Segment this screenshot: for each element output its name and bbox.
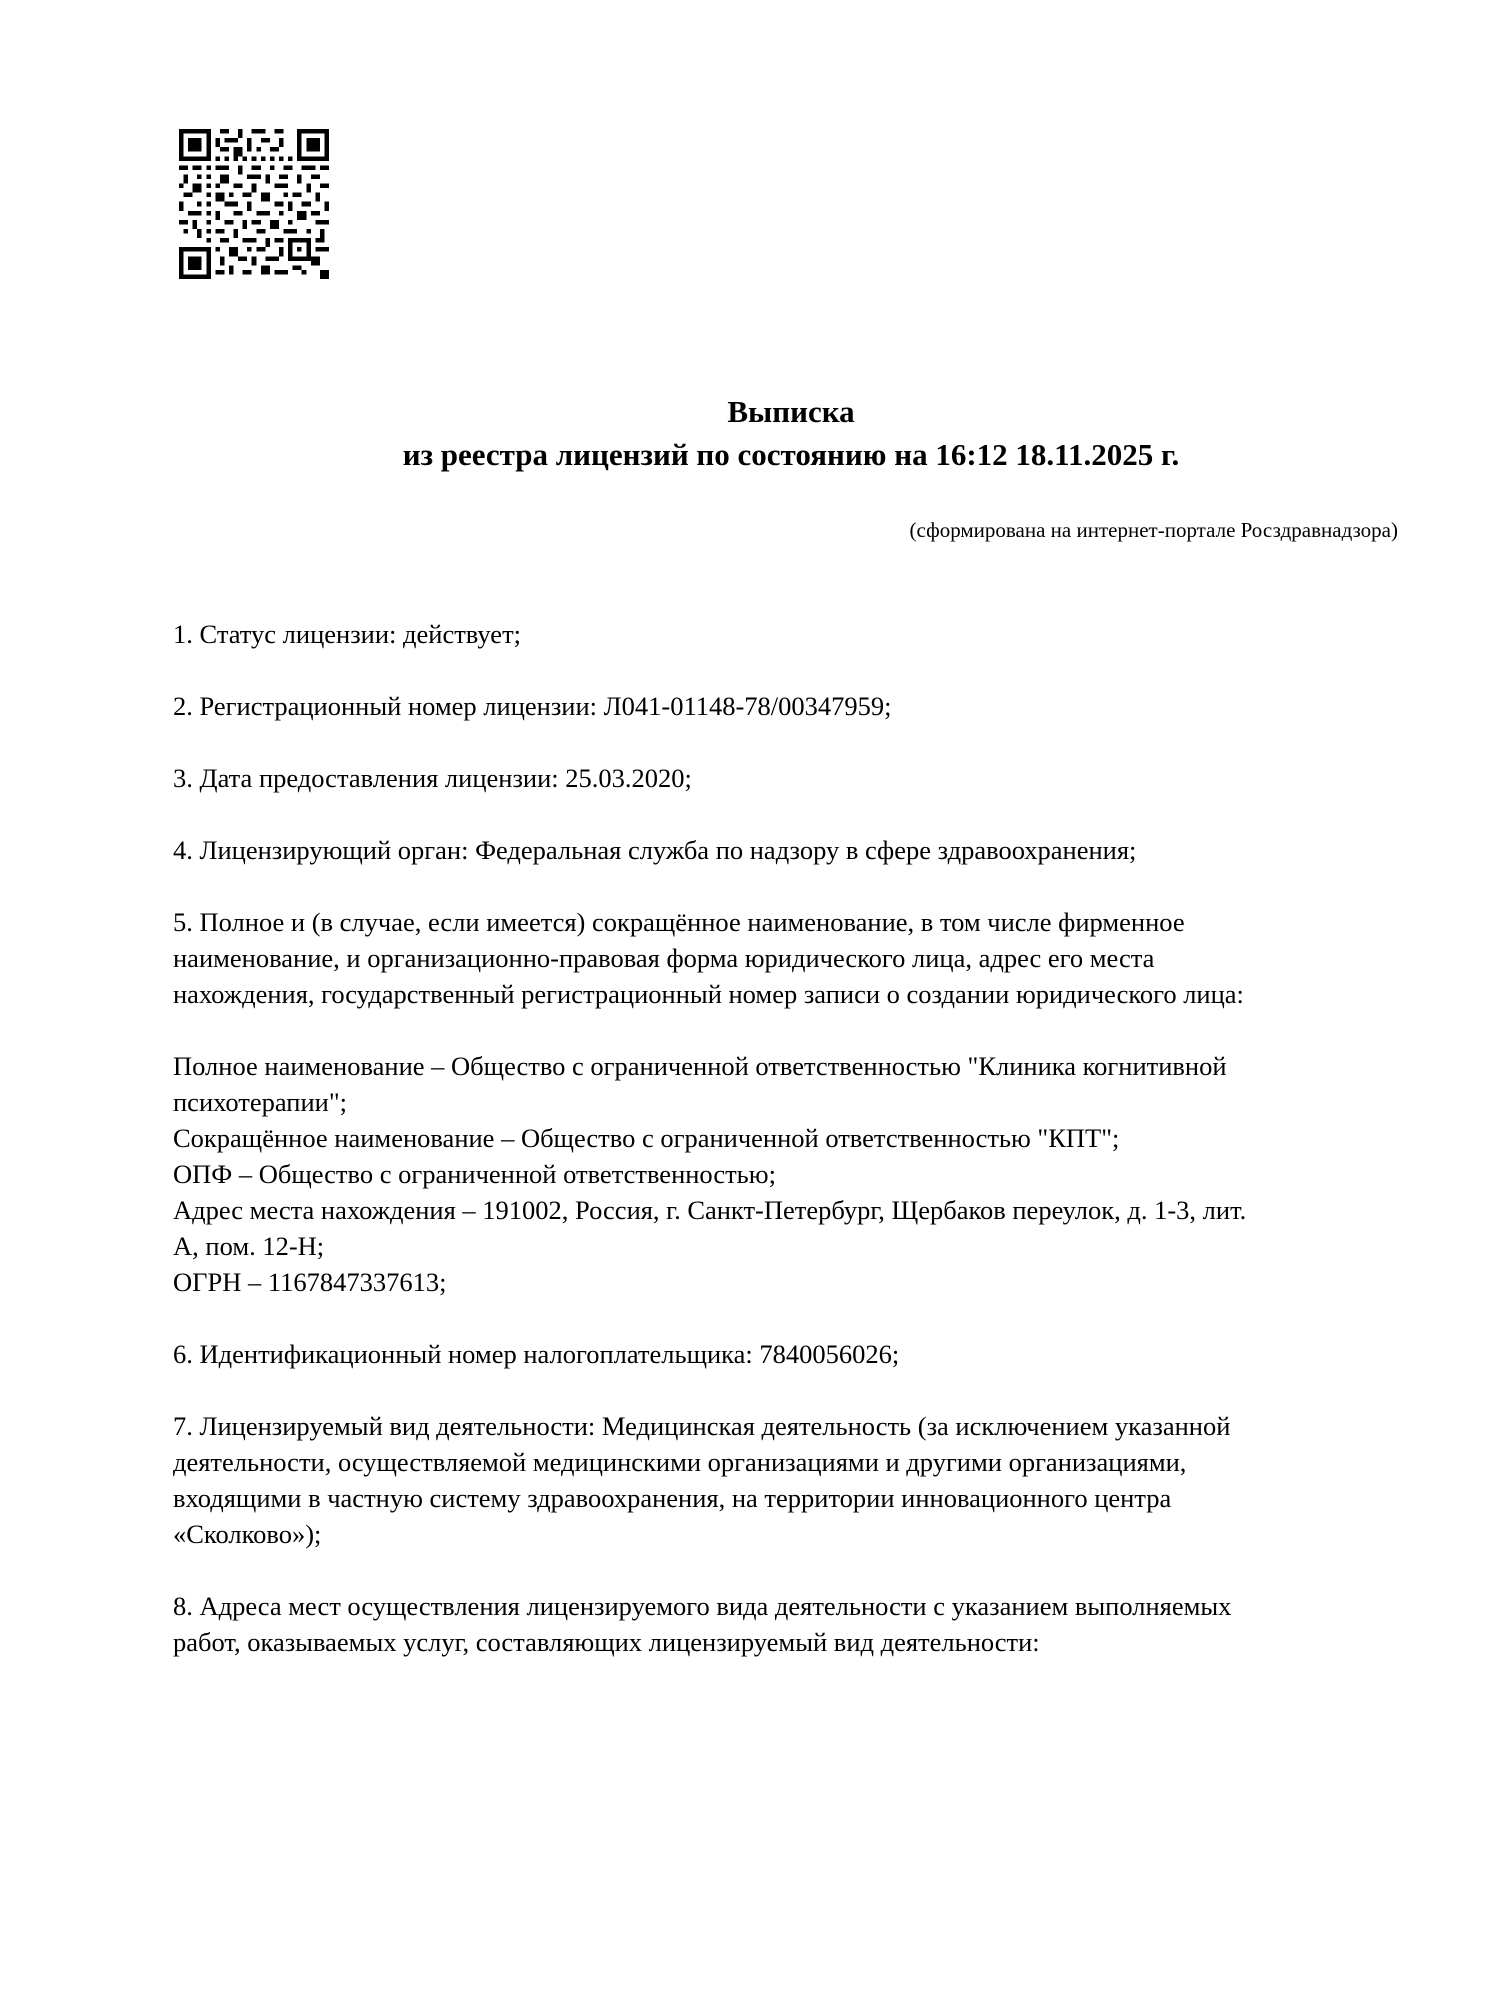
document-subtitle: из реестра лицензий по состоянию на 16:12 18.11.2025 г. — [402, 437, 1180, 472]
activity-line-2: деятельности, осуществляемой медицинскими организациями и другими организациями, — [173, 1447, 1187, 1477]
org-intro-line-1: 5. Полное и (в случае, если имеется) сокращённое наименование, в том числе фирменное — [173, 907, 1185, 937]
org-short-name: Сокращённое наименование – Общество с ограниченной ответственностью "КПТ"; — [173, 1123, 1120, 1153]
generated-note: (сформирована на интернет-портале Росздравнадзора) — [909, 518, 1398, 542]
activity-line-1: 7. Лицензируемый вид деятельности: Медицинская деятельность (за исключением указанной — [173, 1411, 1231, 1441]
license-reg-number: 2. Регистрационный номер лицензии: Л041-01148-78/00347959; — [173, 691, 892, 721]
org-address-line-1: Адрес места нахождения – 191002, Россия, г. Санкт-Петербург, Щербаков переулок, д. 1-3, лит. — [173, 1195, 1247, 1225]
org-intro-line-3: нахождения, государственный регистрационный номер записи о создании юридического лица: — [173, 979, 1244, 1009]
license-status: 1. Статус лицензии: действует; — [173, 619, 522, 649]
org-ogrn: ОГРН – 1167847337613; — [173, 1267, 447, 1297]
document-title: Выписка — [727, 394, 855, 429]
licensing-authority: 4. Лицензирующий орган: Федеральная служба по надзору в сфере здравоохранения; — [173, 835, 1137, 865]
places-line-1: 8. Адреса мест осуществления лицензируемого вида деятельности с указанием выполняемых — [173, 1591, 1232, 1621]
org-inn: 6. Идентификационный номер налогоплательщика: 7840056026; — [173, 1339, 900, 1369]
org-full-name-line-2: психотерапии"; — [173, 1087, 347, 1117]
activity-line-3: входящими в частную систему здравоохранения, на территории инновационного центра — [173, 1483, 1172, 1513]
license-details — [173, 616, 1413, 1660]
activity-line-4: «Сколково»); — [173, 1519, 322, 1549]
org-legal-form: ОПФ – Общество с ограниченной ответственностью; — [173, 1159, 776, 1189]
org-address-line-2: А, пом. 12-Н; — [173, 1231, 325, 1261]
org-full-name-line-1: Полное наименование – Общество с ограниченной ответственностью "Клиника когнитивной — [173, 1051, 1227, 1081]
org-intro-line-2: наименование, и организационно-правовая форма юридического лица, адрес его места — [173, 943, 1155, 973]
qr-code-icon — [179, 129, 329, 279]
document-title-block — [0, 390, 1502, 476]
license-issue-date: 3. Дата предоставления лицензии: 25.03.2020; — [173, 763, 692, 793]
places-line-2: работ, оказываемых услуг, составляющих лицензируемый вид деятельности: — [173, 1627, 1040, 1657]
